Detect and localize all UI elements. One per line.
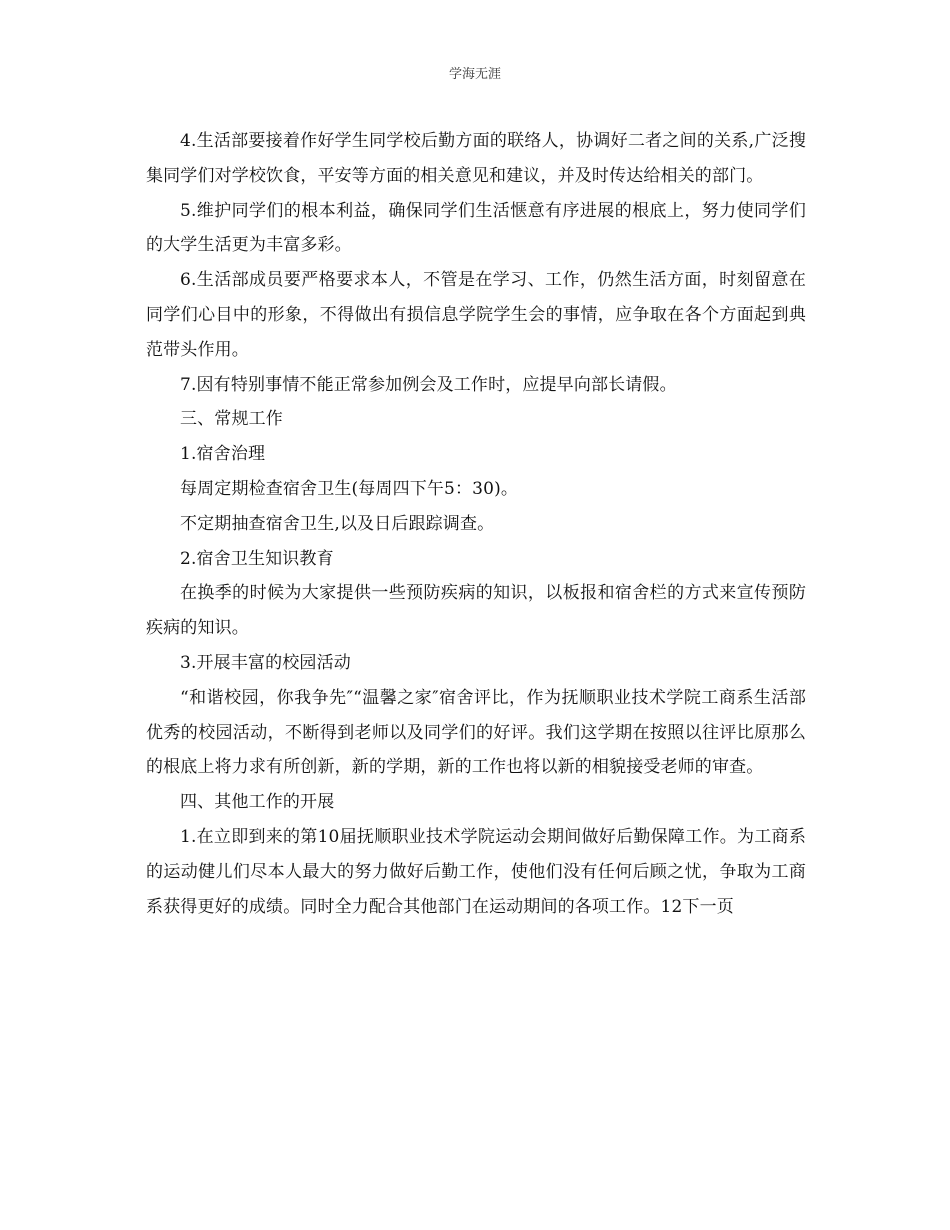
- paragraph-life-dept-liaison: 4.生活部要接着作好学生同学校后勤方面的联络人，协调好二者之间的关系,广泛搜集同学们对学校饮食，平安等方面的相关意见和建议，并及时传达给相关的部门。: [146, 131, 806, 186]
- paragraph-protect-interests: 5.维护同学们的根本利益，确保同学们生活惬意有序进展的根底上，努力使同学们的大学生活更为丰富多彩。: [146, 200, 806, 256]
- section-heading-other-work: 四、其他工作的开展: [180, 792, 335, 813]
- subheading-hygiene-education: 2.宿舍卫生知识教育: [180, 548, 334, 569]
- running-header: 学海无涯: [448, 67, 501, 82]
- subheading-dorm-management: 1.宿舍治理: [180, 444, 266, 465]
- paragraph-random-inspection: 不定期抽查宿舍卫生,以及日后跟踪调查。: [180, 513, 495, 534]
- paragraph-member-requirements: 6.生活部成员要严格要求本人，不管是在学习、工作，仍然生活方面，时刻留意在同学们心目中的形象，不得做出有损信息学院学生会的事情，应争取在各个方面起到典范带头作用。: [146, 270, 806, 360]
- section-heading-routine-work: 三、常规工作: [180, 409, 283, 430]
- paragraph-disease-prevention: 在换季的时候为大家提供一些预防疾病的知识，以板报和宿舍栏的方式来宣传预防疾病的知识。: [146, 583, 806, 639]
- paragraph-leave-request: 7.因有特别事情不能正常参加例会及工作时，应提早向部长请假。: [180, 374, 677, 395]
- subheading-campus-activities: 3.开展丰富的校园活动: [180, 652, 351, 673]
- document-body: [146, 124, 806, 924]
- paragraph-sports-meeting: 1.在立即到来的第10届抚顺职业技术学院运动会期间做好后勤保障工作。为工商系的运动健儿们尽本人最大的努力做好后勤工作，使他们没有任何后顾之忧，争取为工商系获得更好的成绩。同时全力配合其他部门在运动期间的各项工作。12下一页: [146, 826, 806, 917]
- paragraph-weekly-inspection: 每周定期检查宿舍卫生(每周四下午5：30)。: [180, 478, 519, 499]
- paragraph-dorm-competition: “和谐校园，你我争先″“温馨之家″宿舍评比，作为抚顺职业技术学院工商系生活部优秀的校园活动，不断得到老师以及同学们的好评。我们这学期在按照以往评比原那么的根底上将力求有所创新，新的学期，新的工作也将以新的相貌接受老师的审查。: [146, 687, 806, 778]
